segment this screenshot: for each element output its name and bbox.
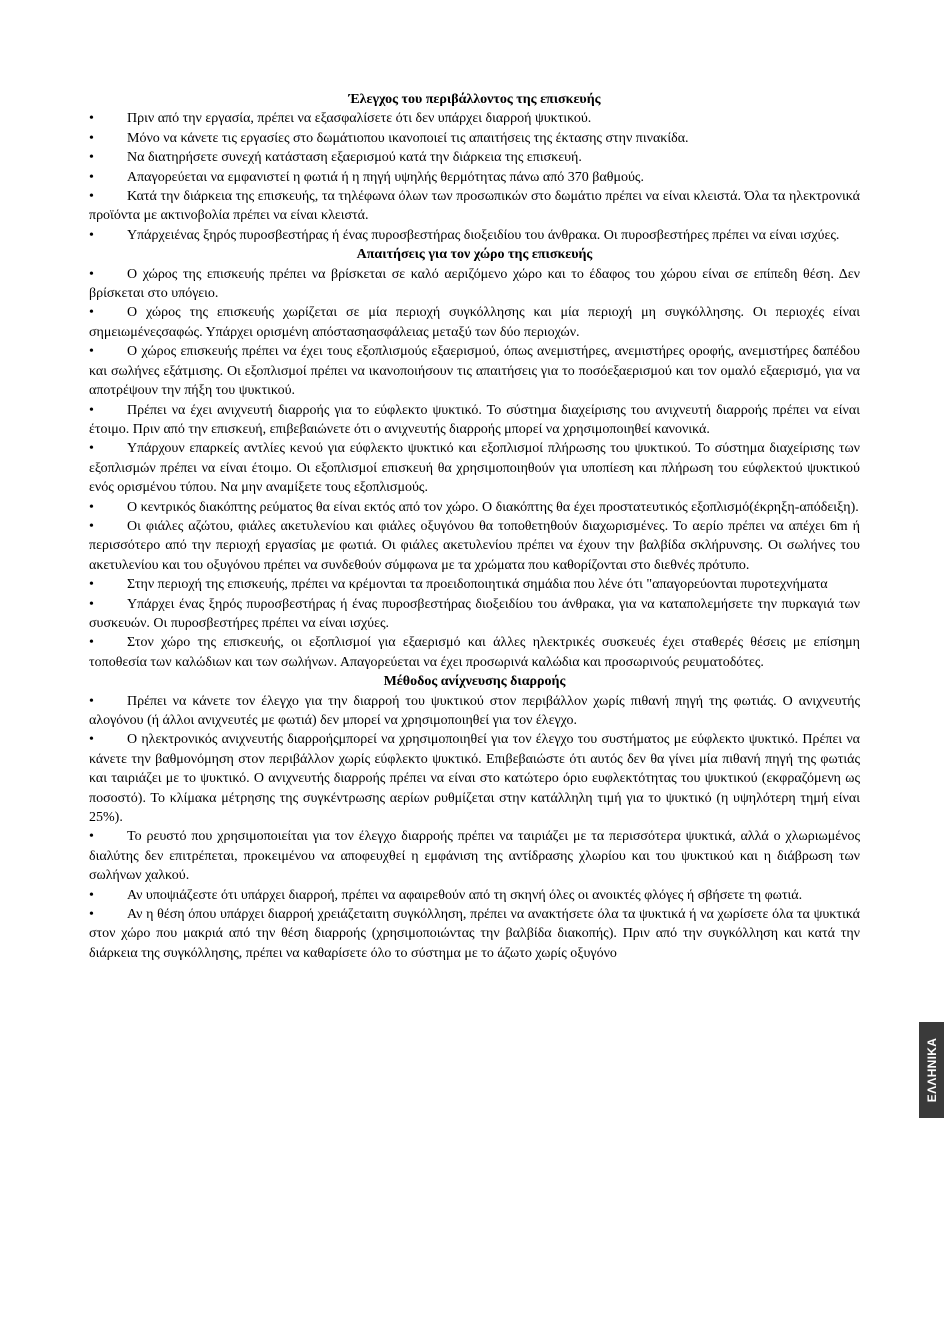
bullet-paragraph (89, 303, 860, 342)
bullet-text: Το ρευστό που χρησιμοποιείται για τον έλεγχο διαρροής πρέπει να ταιριάζει με τα περισσότερα ψυκτικά, αλλά ο χλωριωμένος διαλύτης δεν επιτρέπεται, προκειμένου να αποφευχθεί η εμφάνιση της αντίδρασης χλωρίου και του ψυκτικού και η διάβρωση των σωλήνων χαλκού. (89, 829, 860, 884)
bullet-marker: • (89, 887, 94, 903)
bullet-text: Πρέπει να κάνετε τον έλεγχο για την διαρροή του ψυκτικού στον περιβάλλον χωρίς πιθανή πηγή της φωτιάς. Ο ανιχνευτής αλογόνου (ή άλλοι ανιχνευτές με φωτιά) δεν μπορεί να χρησιμοποιηθεί για τον έλεγχο. (89, 693, 860, 728)
bullet-paragraph (89, 827, 860, 885)
bullet-marker: • (89, 596, 94, 612)
bullet-marker: • (89, 266, 94, 282)
section-heading: Απαιτήσεις για τον χώρο της επισκευής (356, 247, 593, 263)
bullet-marker: • (89, 577, 94, 593)
bullet-paragraph (89, 109, 860, 128)
bullet-paragraph (89, 633, 860, 672)
bullet-text: Ο χώρος της επισκευής πρέπει να βρίσκεται σε καλό αεριζόμενο χώρο και το έδαφος του χώρου είναι σε επίπεδη θέση. Δεν βρίσκεται στο υπόγειο. (89, 266, 860, 302)
bullet-marker: • (89, 305, 94, 321)
bullet-paragraph (89, 595, 860, 634)
bullet-marker: • (89, 227, 94, 243)
bullet-paragraph (89, 187, 860, 226)
bullet-paragraph (89, 168, 860, 187)
bullet-text: Απαγορεύεται να εμφανιστεί η φωτιά ή η πηγή υψηλής θερμότητας πάνω από 370 βαθμούς. (127, 169, 644, 185)
bullet-marker: • (89, 150, 94, 166)
document-body (89, 90, 860, 963)
bullet-marker: • (89, 635, 94, 651)
bullet-paragraph (89, 692, 860, 731)
bullet-text: Αν υποψιάζεστε ότι υπάρχει διαρροή, πρέπει να αφαιρεθούν από τη σκηνή όλες οι ανοικτές φλόγες ή σβήσετε τη φωτιά. (127, 887, 803, 903)
bullet-text: Ο κεντρικός διακόπτης ρεύματος θα είναι εκτός από τον χώρο. Ο διακόπτης θα έχει προστατευτικός εξοπλισμό(έκρηξη-απόδειξη). (127, 499, 859, 515)
bullet-marker: • (89, 518, 94, 534)
bullet-text: Αν η θέση όπου υπάρχει διαρροή χρειάζεταιτη συγκόλληση, πρέπει να ανακτήσετε όλα τα ψυκτικά ή να χωρίσετε όλα τα ψυκτικά στον χώρο που μακριά από την θέση διαρροής (χρησιμοποιώντας την βαλβίδα διακοπής). Πριν από την συγκόλληση και κατά την διάρκεια της συγκόλλησης, πρέπει να καθαρίσετε όλο το σύστημα με το άζωτο χωρίς οξυγόνο (89, 907, 860, 961)
bullet-paragraph (89, 886, 860, 905)
bullet-marker: • (89, 402, 94, 418)
bullet-text: Πριν από την εργασία, πρέπει να εξασφαλίσετε ότι δεν υπάρχει διαρροή ψυκτικού. (127, 111, 592, 127)
bullet-text: Πρέπει να έχει ανιχνευτή διαρροής για το εύφλεκτο ψυκτικό. Το σύστημα διαχείρισης του ανιχνευτή διαρροής πρέπει να είναι έτοιμο. Πριν από την επισκευή, επιβεβαιώνετε ότι ο ανιχνευτής διαρροής μπορεί να χρησιμοποιηθεί κανονικά. (89, 402, 860, 437)
bullet-paragraph (89, 148, 860, 167)
bullet-paragraph (89, 498, 860, 517)
bullet-paragraph (89, 517, 860, 575)
bullet-text: Ο χώρος της επισκευής χωρίζεται σε μία περιοχή συγκόλλησης και μία περιοχή μη συγκόλλησης. Οι περιοχές είναι σημειωμένεςσαφώς. Υπάρχει ορισμένη απόστασηασφάλειας μεταξύ των δύο περιοχών. (89, 305, 860, 340)
bullet-paragraph (89, 342, 860, 400)
language-tab (919, 1022, 944, 1118)
bullet-marker: • (89, 189, 94, 205)
bullet-text: Υπάρχει ένας ξηρός πυροσβεστήρας ή ένας πυροσβεστήρας διοξειδίου του άνθρακα, για να καταπολεμήσετε την πυρκαγιά των συσκευών. Οι πυροσβεστήρες πρέπει να είναι ισχύες. (89, 596, 860, 631)
bullet-text: Μόνο να κάνετε τις εργασίες στο δωμάτιοπου ικανοποιεί τις απαιτήσεις της έκτασης στην πινακίδα. (127, 130, 689, 146)
section-heading: Έλεγχος του περιβάλλοντος της επισκευής (348, 92, 601, 107)
bullet-marker: • (89, 111, 94, 127)
bullet-marker: • (89, 693, 94, 709)
bullet-text: Στον χώρο της επισκευής, οι εξοπλισμοί για εξαερισμό και άλλες ηλεκτρικές συσκευές έχει σταθερές θέσεις με επίσημη τοποθεσία των καλώδιων και των σωλήνων. Απαγορεύεται να έχει προσωρινά καλώδια και προσωρινούς ρευματοδότες. (89, 635, 860, 670)
bullet-text: Ο χώρος επισκευής πρέπει να έχει τους εξοπλισμούς εξαερισμού, όπως ανεμιστήρες, ανεμιστήρες οροφής, ανεμιστήρες δαπέδου και σωλήνες εξάτμισης. Οι εξοπλισμοί πρέπει να ικανοποιήσουν τις απαιτήσεις για το ποσόεξαερισμού και τον ομαλό εξαερισμό, για να αποτρέψουν την πήξη του ψυκτικού. (89, 344, 860, 399)
bullet-paragraph (89, 226, 860, 245)
bullet-marker: • (89, 169, 94, 185)
bullet-marker: • (89, 732, 94, 748)
language-tab-label: ΕΛΛΗΝΙΚΑ (924, 1037, 939, 1103)
bullet-marker: • (89, 441, 94, 457)
bullet-text: Ο ηλεκτρονικός ανιχνευτής διαρροήςμπορεί να χρησιμοποιηθεί για τον έλεγχο του συστήματος με εύφλεκτο ψυκτικό. Πρέπει να κάνετε την βαθμονόμηση στον περιβάλλον χωρίς εύφλεκτο ψυκτικό. Επιβεβαιώστε ότι αυτός δεν θα γίνει μία πιθανή πηγή της φωτιάς και ταιριάζει με το ψυκτικό. Ο ανιχνευτής διαρροής πρέπει να είναι στο κατώτερο όριο ευφλεκτότητας του ψυκτικού (εκφραζόμενη ως ποσοστό). Το κλίμακα μέτρησης της συγκέντρωσης αερίων ρυθμίζεται στην κατάλληλη τιμή για το ψυκτικό (η υψηλότερη τημή είναι 25%). (89, 732, 860, 826)
bullet-paragraph (89, 265, 860, 304)
bullet-text: Υπάρχειένας ξηρός πυροσβεστήρας ή ένας πυροσβεστήρας διοξειδίου του άνθρακα. Οι πυροσβεστήρες πρέπει να είναι ισχύες. (127, 227, 840, 243)
bullet-paragraph (89, 730, 860, 827)
bullet-paragraph (89, 439, 860, 497)
bullet-text: Στην περιοχή της επισκευής, πρέπει να κρέμονται τα προειδοποιητικά σημάδια που λένε ότι "απαγορεύονται πυροτεχνήματα (127, 577, 828, 593)
bullet-paragraph (89, 129, 860, 148)
bullet-text: Να διατηρήσετε συνεχή κατάσταση εξαερισμού κατά την διάρκεια της επισκευή. (127, 150, 582, 166)
bullet-marker: • (89, 499, 94, 515)
bullet-marker: • (89, 829, 94, 845)
bullet-marker: • (89, 344, 94, 360)
bullet-marker: • (89, 130, 94, 146)
bullet-text: Κατά την διάρκεια της επισκευής, τα τηλέφωνα όλων των προσωπικών στο δωμάτιο πρέπει να είναι κλειστά. Όλα τα ηλεκτρονικά προϊόντα με ακτινοβολία πρέπει να είναι κλειστά. (89, 189, 860, 224)
bullet-text: Οι φιάλες αζώτου, φιάλες ακετυλενίου και φιάλες οξυγόνου θα τοποθετηθούν διαχωρισμένες. Το αερίο πρέπει να απέχει 6m ή περισσότερο από την περιοχή εργασίας με φωτιά. Οι φιάλες ακετυλενίου πρέπει να έχουν την βαλβίδα σκλήρυνσης. Οι σωλήνες του ακετυλενίου και του οξυγόνου πρέπει να συνδεθούν σύμφωνα με τα χρώματα που καθορίζονται στο διεθνές πρότυπο. (89, 518, 860, 573)
bullet-paragraph (89, 401, 860, 440)
bullet-marker: • (89, 907, 94, 923)
bullet-paragraph (89, 575, 860, 594)
section-heading: Μέθοδος ανίχνευσης διαρροής (383, 674, 566, 690)
bullet-paragraph (89, 905, 860, 963)
bullet-text: Υπάρχουν επαρκείς αντλίες κενού για εύφλεκτο ψυκτικό και εξοπλισμοί πλήρωσης του ψυκτικού. Το σύστημα διαχείρισης των εξοπλισμών πρέπει να είναι έτοιμο. Οι εξοπλισμοί επισκευή θα χρησιμοποιηθούν για υποπίεση και πλήρωση του εύφλεκτού ψυκτικού ενός ορισμένου τύπου. Να μην αναμίξετε τους εξοπλισμούς. (89, 441, 860, 496)
